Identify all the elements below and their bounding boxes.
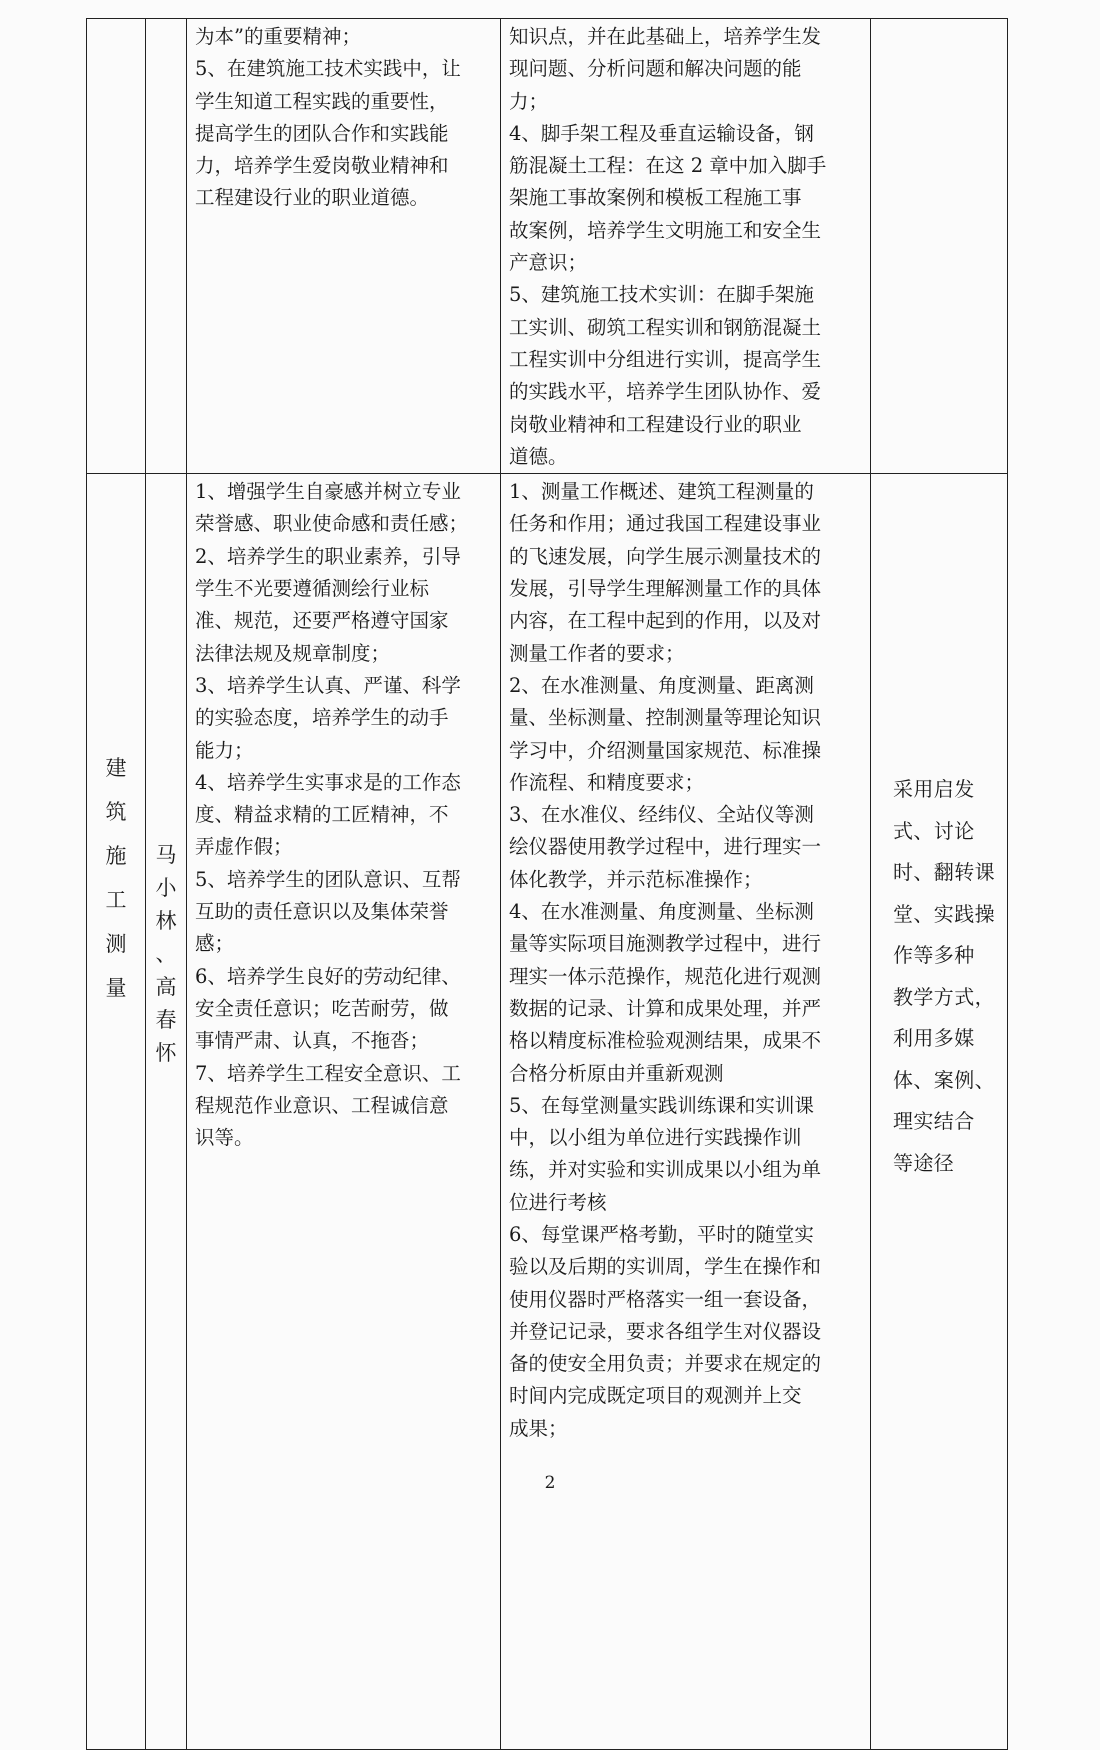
text-line: 工程建设行业的职业道德。	[195, 186, 430, 210]
content-cell	[501, 474, 871, 1750]
text-line: 发展，引导学生理解测量工作的具体	[509, 577, 822, 601]
methods-cell	[871, 19, 1008, 474]
text-line: 成果；	[509, 1416, 568, 1440]
content-text	[509, 21, 862, 473]
text-line: 春	[155, 1008, 177, 1033]
text-line: 筋混凝土工程：在这 2 章中加入脚手	[509, 154, 827, 178]
text-line: 体化教学，并示范标准操作；	[509, 867, 763, 891]
text-line: 备的使安全用负责；并要求在规定的	[509, 1352, 822, 1376]
content-cell	[501, 19, 871, 474]
text-line: 准、规范，还要严格遵守国家	[195, 609, 449, 633]
table-row	[87, 19, 1008, 474]
text-line: 2、在水准测量、角度测量、距离测	[509, 673, 814, 697]
course-name-cell	[87, 474, 146, 1750]
methods-cell	[871, 474, 1008, 1750]
text-line: 数据的记录、计算和成果处理，并严	[509, 996, 822, 1020]
text-line: 利用多媒	[893, 1026, 975, 1051]
text-line: 高	[155, 975, 177, 1000]
text-line: 荣誉感、职业使命感和责任感；	[195, 512, 469, 536]
text-line: 4、在水准测量、角度测量、坐标测	[509, 900, 814, 924]
text-line: 5、建筑施工技术实训：在脚手架施	[509, 283, 814, 307]
text-line: 采用启发	[893, 777, 975, 802]
text-line: 架施工事故案例和模板工程施工事	[509, 186, 802, 210]
text-line: 感；	[195, 932, 235, 956]
text-line: 测	[105, 932, 127, 957]
teaching-methods	[879, 769, 999, 1184]
goals-text	[195, 21, 492, 215]
text-line: 体、案例、	[893, 1067, 995, 1092]
text-line: 4、培养学生实事求是的工作态	[195, 770, 461, 794]
text-line: 5、在每堂测量实践训练课和实训课	[509, 1093, 814, 1117]
text-line: 堂、实践操	[893, 901, 995, 926]
course-name-cell	[87, 19, 146, 474]
text-line: 学生知道工程实践的重要性，	[195, 89, 449, 113]
text-line: 时间内完成既定项目的观测并上交	[509, 1384, 802, 1408]
teacher-cell	[146, 19, 187, 474]
text-line: 作流程、和精度要求；	[509, 770, 705, 794]
text-line: 互助的责任意识以及集体荣誉	[195, 900, 449, 924]
text-line: 法律法规及规章制度；	[195, 641, 391, 665]
text-line: 故案例，培养学生文明施工和安全生	[509, 218, 822, 242]
text-line: 工实训、砌筑工程实训和钢筋混凝土	[509, 315, 822, 339]
table-row	[87, 474, 1008, 1750]
text-line: 岗敬业精神和工程建设行业的职业	[509, 412, 802, 436]
text-line: 程规范作业意识、工程诚信意	[195, 1093, 449, 1117]
text-line: 7、培养学生工程安全意识、工	[195, 1061, 461, 1085]
text-line: 现问题、分析问题和解决问题的能	[509, 57, 802, 81]
text-line: 提高学生的团队合作和实践能	[195, 121, 449, 145]
text-line: 道德。	[509, 444, 568, 468]
text-line: 位进行考核	[509, 1190, 607, 1214]
text-line: 施	[105, 844, 127, 869]
text-line: 量、坐标测量、控制测量等理论知识	[509, 706, 822, 730]
text-line: 时、翻转课	[893, 860, 995, 885]
text-line: 小	[155, 876, 177, 901]
text-line: 工	[105, 888, 127, 913]
text-line: 等途径	[893, 1150, 955, 1175]
text-line: 能力；	[195, 738, 254, 762]
teacher-cell	[146, 474, 187, 1750]
text-line: 作等多种	[893, 943, 975, 968]
text-line: 度、精益求精的工匠精神，不	[195, 803, 449, 827]
text-line: 5、培养学生的团队意识、互帮	[195, 867, 461, 891]
text-line: 1、测量工作概述、建筑工程测量的	[509, 480, 814, 504]
course-name	[95, 746, 137, 1010]
page-number: 2	[544, 1473, 556, 1493]
text-line: 式、讨论	[893, 818, 975, 843]
text-line: 练，并对实验和实训成果以小组为单	[509, 1158, 822, 1182]
text-line: 2、培养学生的职业素养，引导	[195, 544, 461, 568]
text-line: 测量工作者的要求；	[509, 641, 685, 665]
text-line: 验以及后期的实训周，学生在操作和	[509, 1255, 822, 1279]
text-line: 中，以小组为单位进行实践操作训	[509, 1126, 802, 1150]
text-line: 识等。	[195, 1126, 254, 1150]
text-line: 建	[105, 756, 127, 781]
text-line: 理实一体示范操作，规范化进行观测	[509, 964, 822, 988]
text-line: 筑	[105, 800, 127, 825]
text-line: 林	[155, 909, 177, 934]
text-line: 3、在水准仪、经纬仪、全站仪等测	[509, 803, 814, 827]
text-line: 、	[155, 942, 177, 967]
text-line: 教学方式，	[893, 984, 995, 1009]
text-line: 产意识；	[509, 251, 588, 275]
text-line: 格以精度标准检验观测结果，成果不	[509, 1029, 822, 1053]
goals-text	[195, 476, 492, 1154]
text-line: 力，培养学生爱岗敬业精神和	[195, 154, 449, 178]
text-line: 量	[105, 976, 127, 1001]
text-line: 并登记记录，要求各组学生对仪器设	[509, 1319, 822, 1343]
text-line: 马	[155, 843, 177, 868]
text-line: 怀	[155, 1041, 177, 1066]
text-line: 的实验态度，培养学生的动手	[195, 706, 449, 730]
text-line: 的飞速发展，向学生展示测量技术的	[509, 544, 822, 568]
text-line: 为本”的重要精神；	[195, 25, 361, 48]
text-line: 使用仪器时严格落实一组一套设备，	[509, 1287, 822, 1311]
text-line: 任务和作用；通过我国工程建设事业	[509, 512, 822, 536]
text-line: 3、培养学生认真、严谨、科学	[195, 673, 461, 697]
text-line: 6、每堂课严格考勤，平时的随堂实	[509, 1222, 814, 1246]
content-text	[509, 476, 862, 1445]
text-line: 学生不光要遵循测绘行业标	[195, 577, 430, 601]
text-line: 学习中，介绍测量国家规范、标准操	[509, 738, 822, 762]
text-line: 事情严肃、认真，不拖沓；	[195, 1029, 430, 1053]
text-line: 弄虚作假；	[195, 835, 293, 859]
goals-cell	[187, 474, 501, 1750]
text-line: 6、培养学生良好的劳动纪律、	[195, 964, 461, 988]
text-line: 1、增强学生自豪感并树立专业	[195, 480, 461, 504]
text-line: 合格分析原由并重新观测	[509, 1061, 724, 1085]
text-line: 量等实际项目施测教学过程中，进行	[509, 932, 822, 956]
text-line: 安全责任意识；吃苦耐劳，做	[195, 996, 449, 1020]
teacher-names	[154, 839, 178, 1070]
text-line: 的实践水平，培养学生团队协作、爱	[509, 380, 822, 404]
text-line: 4、脚手架工程及垂直运输设备，钢	[509, 121, 814, 145]
text-line: 理实结合	[893, 1109, 975, 1134]
text-line: 5、在建筑施工技术实践中，让	[195, 57, 461, 81]
text-line: 工程实训中分组进行实训，提高学生	[509, 347, 822, 371]
goals-cell	[187, 19, 501, 474]
text-line: 内容，在工程中起到的作用，以及对	[509, 609, 822, 633]
text-line: 知识点，并在此基础上，培养学生发	[509, 25, 822, 48]
text-line: 绘仪器使用教学过程中，进行理实一	[509, 835, 822, 859]
text-line: 力；	[509, 89, 549, 113]
